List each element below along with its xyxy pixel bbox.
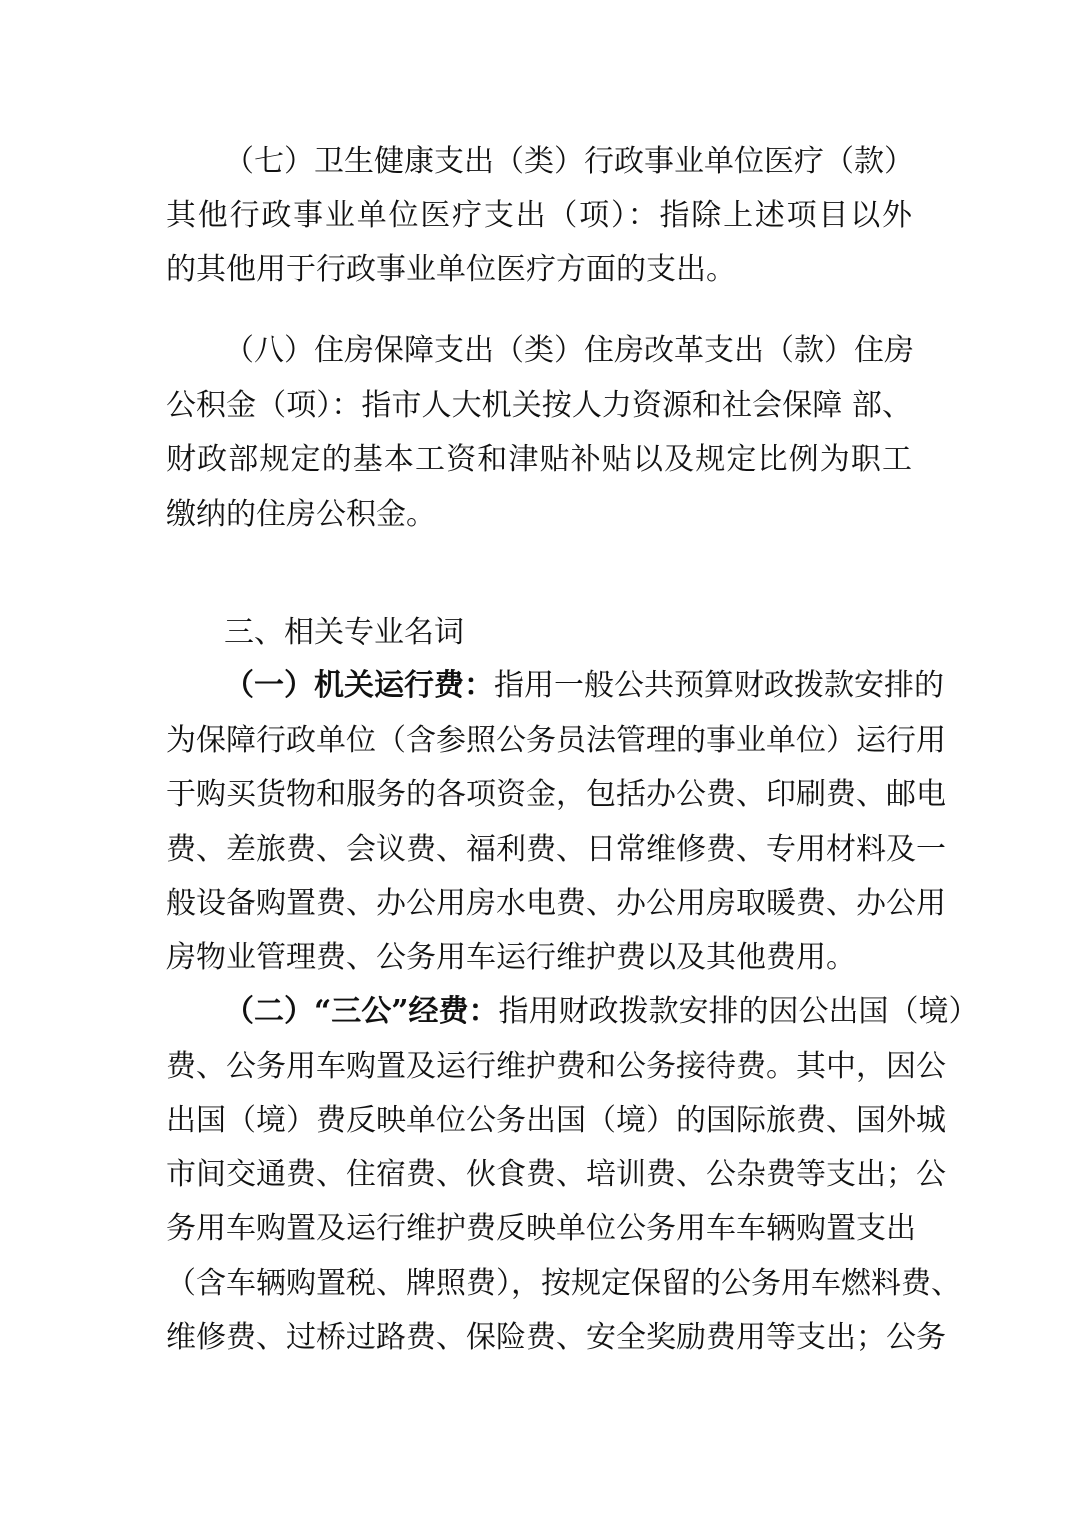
term-1-line: 般设备购置费、办公用房水电费、办公用房取暖费、办公用: [166, 886, 946, 921]
paragraph-8-line: 财政部规定的基本工资和津贴补贴以及规定比例为职工: [166, 442, 912, 477]
term-1-line: 费、差旅费、会议费、福利费、日常维修费、专用材料及一: [166, 832, 946, 867]
term-2-line: 市间交通费、住宿费、伙食费、培训费、公杂费等支出；公: [166, 1157, 946, 1192]
paragraph-7-line: 其他行政事业单位医疗支出（项）：指除上述项目以外: [166, 198, 912, 233]
term-2-line: 维修费、过桥过路费、保险费、安全奖励费用等支出；公务: [166, 1320, 946, 1355]
term-2-title: （二）“三公”经费：: [224, 994, 499, 1029]
term-2-line: （含车辆购置税、牌照费），按规定保留的公务用车燃料费、: [166, 1266, 961, 1301]
term-1-line: [224, 668, 944, 704]
term-1-text: 指用一般公共预算财政拨款安排的: [494, 668, 944, 703]
term-2-text: 指用财政拨款安排的因公出国（境）: [498, 994, 979, 1029]
paragraph-8-line: （八）住房保障支出（类）住房改革支出（款）住房: [224, 333, 914, 368]
term-1-line: 于购买货物和服务的各项资金，包括办公费、印刷费、邮电: [166, 777, 946, 812]
paragraph-7-line: （七）卫生健康支出（类）行政事业单位医疗（款）: [224, 144, 914, 179]
term-1-title: （一）机关运行费：: [224, 668, 494, 703]
term-2-line: 费、公务用车购置及运行维护费和公务接待费。其中，因公: [166, 1049, 946, 1084]
term-2-line: 务用车购置及运行维护费反映单位公务用车车辆购置支出: [166, 1211, 916, 1246]
term-1-line: 为保障行政单位（含参照公务员法管理的事业单位）运行用: [166, 723, 946, 758]
paragraph-8-line: 公积金（项）：指市人大机关按人力资源和社会保障 部、: [166, 388, 912, 423]
paragraph-8-line: 缴纳的住房公积金。: [166, 497, 436, 532]
term-2-line: 出国（境）费反映单位公务出国（境）的国际旅费、国外城: [166, 1103, 946, 1138]
paragraph-7-line: 的其他用于行政事业单位医疗方面的支出。: [166, 252, 736, 287]
section-heading: 三、相关专业名词: [224, 615, 464, 650]
term-2-line: [224, 994, 979, 1030]
term-1-line: 房物业管理费、公务用车运行维护费以及其他费用。: [166, 940, 856, 975]
